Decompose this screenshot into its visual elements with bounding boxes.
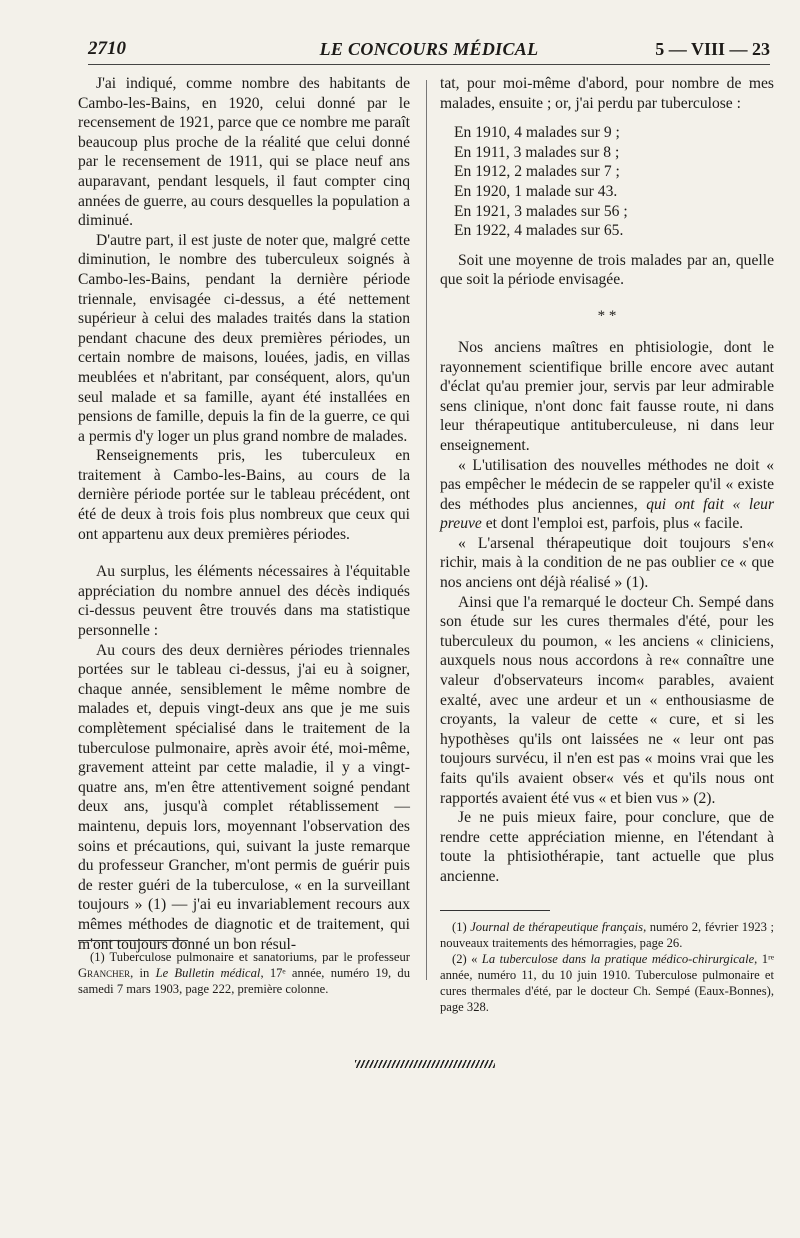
list-item: En 1911, 3 malades sur 8 ; [454,143,620,161]
list-item: En 1922, 4 malades sur 65. [454,222,624,240]
list-item: En 1910, 4 malades sur 9 ; [454,124,620,142]
quote-paragraph: « L'utilisation des nouvelles méthodes ne doit « pas empêcher le médecin de se rappeler qu'il « existe des méthodes plus anciennes, qui ont fait « leur preuve et dont l'emploi est, parfois, plus « facile. [440,456,775,533]
footnote-rule [440,910,550,911]
footnote-1: (1) Journal de thérapeutique français, numéro 2, février 1923 ; nouveaux traitements des hémorragies, page 26. [440,920,774,950]
left-column [78,74,410,954]
running-header [88,36,770,65]
journal-title: LE CONCOURS MÉDICAL [319,39,539,59]
paragraph: Soit une moyenne de trois malades par an, quelle que soit la période envisagée. [440,251,774,289]
list-item: En 1921, 3 malades sur 56 ; [454,202,628,220]
paragraph: Au surplus, les éléments nécessaires à l'équitable appréciation du nombre annuel des décès indiqués ci-dessus peuvent être trouvés dans ma statistique personnelle : [78,563,410,640]
footnotes-right [440,910,774,1015]
paragraph: D'autre part, il est juste de noter que, malgré cette diminution, le nombre des tuberculeux soignés à Cambo-les-Bains, pendant la dernière période triennale, envisagée ci-dessus, a été nettement supérieur à celui des malades traités dans la station pendant chacune des deux premières périodes, un certain nombre de maisons, louées, jadis, en villas meublées et n'abritant, par conséquent, alors, qu'un seul malade et sa famille, ayant été installées en pensions de famille, depuis la fin de la guerre, ce qui a permis d'y loger un plus grand nombre de malades. [78,231,410,445]
paragraph: Renseignements pris, les tuberculeux en traitement à Cambo-les-Bains, au cours de la dernière période portée sur le tableau précédent, ont été de deux à trois fois plus nombreux que ceux qui ont appartenu aux deux premières périodes. [78,447,410,543]
section-asterism: * * [597,307,617,324]
end-ornament [355,1060,495,1068]
page-number: 2710 [88,38,126,59]
deaths-list [440,123,774,241]
list-item: En 1912, 2 malades sur 7 ; [454,163,620,181]
footnotes-left [78,940,410,997]
column-rule [426,80,427,980]
quote-paragraph: « L'arsenal thérapeutique doit toujours s'en« richir, mais à la condition de ne pas oublier ce « que nos anciens ont déjà réalisé » (1). [440,534,774,592]
paragraph: Ainsi que l'a remarqué le docteur Ch. Sempé dans son étude sur les cures thermales d'été, pour les tuberculeux du poumon, « les anciens « cliniciens, auxquels nous nous accordons à re« connaître une valeur d'observateurs incom« parables, avaient exalté, avec une ardeur et un « enthousiasme de croyants, la valeur de cette « cure, et si les hypothèses qu'ils ont laissées ne « leur ont pas toujours survécu, il n'en est pas « moins vrai que les faits qu'ils avaient obser« vés et qu'ils nous ont rapportés avaient été vus « et bien vus » (2). [440,593,774,807]
paragraph: Au cours des deux dernières périodes triennales portées sur le tableau ci-dessus, j'ai eu à soigner, chaque année, sensiblement le même nombre de malades et, depuis vingt-deux ans que je me suis complètement spécialisé dans le traitement de la tuberculose pulmonaire, après avoir été, moi-même, gravement atteint par cette maladie, il y a vingt-quatre ans, m'en être attentivement soigné pendant deux ans, jusqu'à complet rétablissement — maintenu, depuis lors, moyennant l'observation des soins et précautions, qui, suivant la juste remarque du professeur Grancher, m'ont permis de guérir puis de rester guéri de la tuberculose, « en la surveillant toujours » (1) — j'ai eu invariablement recours aux mêmes méthodes de diagnotic et de traitement, qui m'ont toujours donné un bon résul- [78,641,410,953]
paragraph: tat, pour moi-même d'abord, pour nombre de mes malades, ensuite ; or, j'ai perdu par tuberculose : [440,75,774,112]
paragraph: Nos anciens maîtres en phtisiologie, dont le rayonnement scientifique brille encore avec autant d'éclat qu'au premier jour, servis par leur admirable sens clinique, n'ont donc fait fausse route, ni dans leur thérapeutique antituberculeuse, ni dans leur enseignement. [440,338,774,454]
footnote-1: (1) Tuberculose pulmonaire et sanatoriums, par le professeur Grancher, in Le Bulletin médical, 17ᵉ année, numéro 19, du samedi 7 mars 1903, page 222, première colonne. [78,950,411,996]
paragraph: Je ne puis mieux faire, pour conclure, que de rendre cette appréciation mienne, en l'étendant à toute la phtisiothérapie, tant actuelle que plus ancienne. [440,809,774,885]
right-column [440,74,774,887]
footnote-2: (2) « La tuberculose dans la pratique médico-chirurgicale, 1ʳᵉ année, numéro 11, du 10 juin 1910. Tuberculose pulmonaire et cures thermales d'été, par le docteur Ch. Sempé (Eaux-Bonnes), page 328. [440,952,775,1014]
list-item: En 1920, 1 malade sur 43. [454,182,618,200]
paragraph: J'ai indiqué, comme nombre des habitants de Cambo-les-Bains, en 1920, celui donné par le recensement de 1921, parce que ce nombre me paraît beaucoup plus proche de la réalité que celui donné par le recensement de 1911, qui se place neuf ans auparavant, pendant lesquels, il faut compter cinq années de guerre, au cours desquelles la population a diminué. [78,75,410,230]
issue-date: 5 — VIII — 23 [655,39,770,59]
footnote-rule [78,940,188,941]
